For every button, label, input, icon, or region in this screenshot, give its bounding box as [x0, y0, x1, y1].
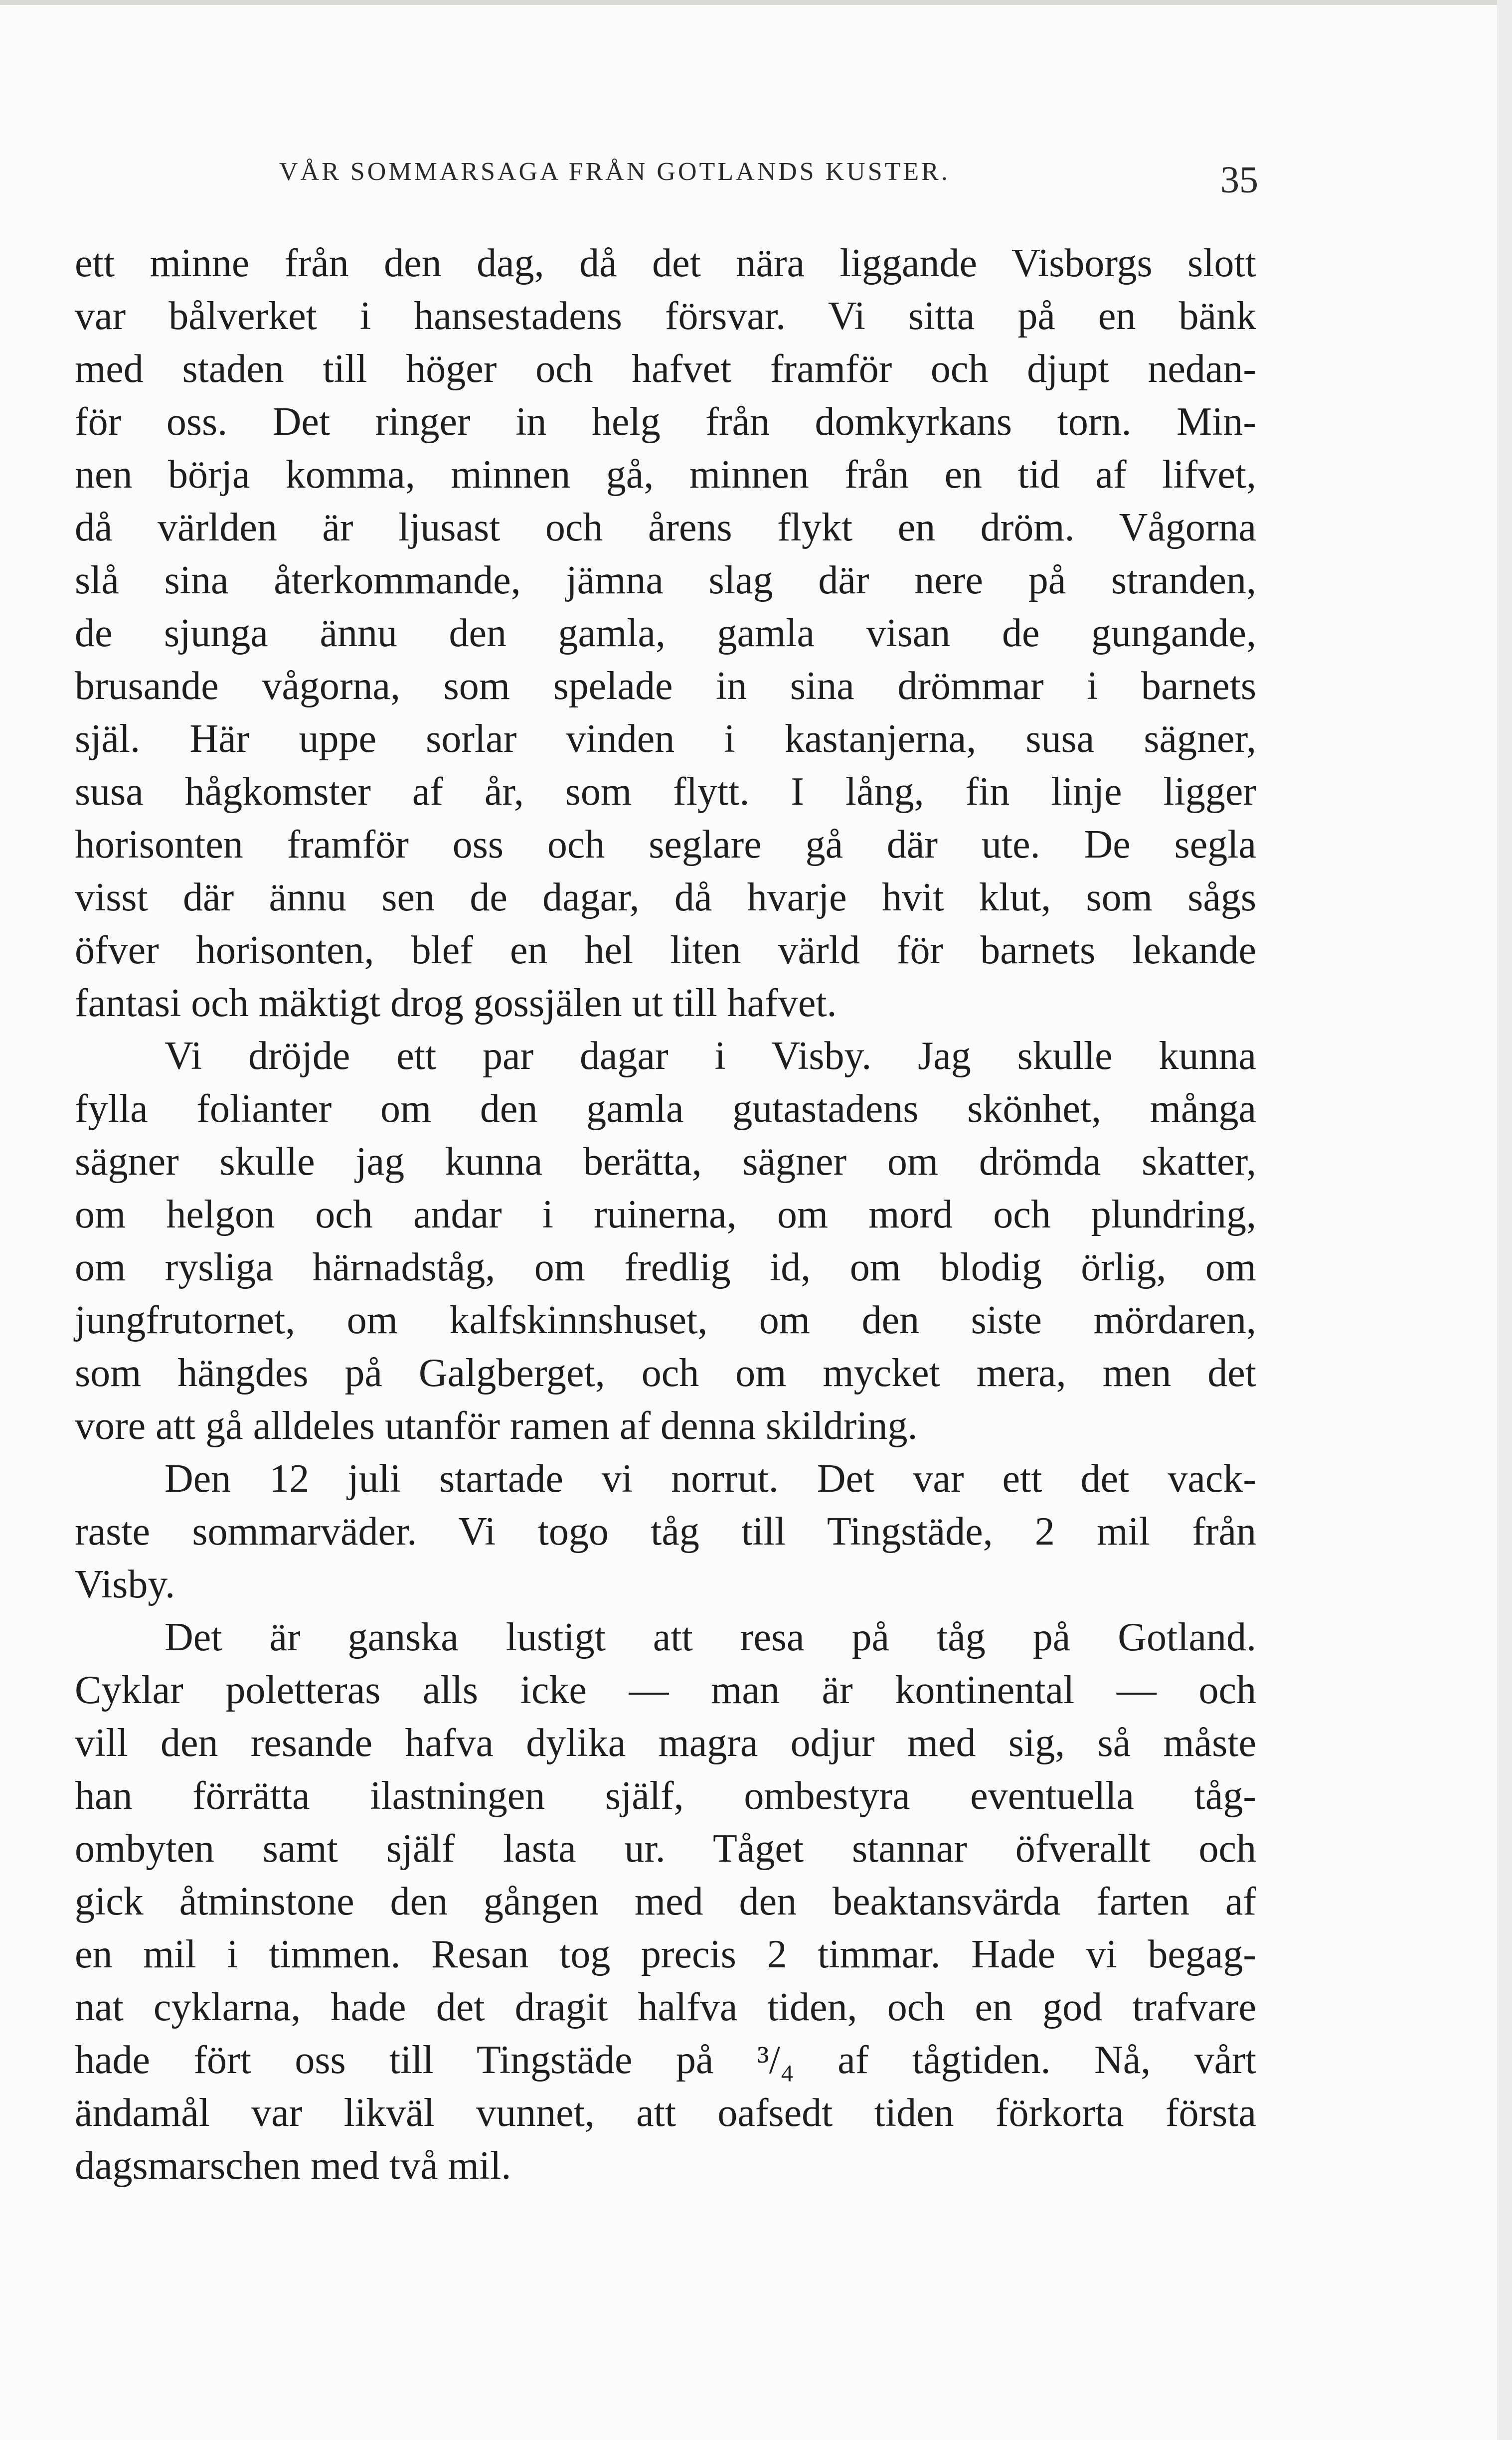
- text-line: dagsmarschen med två mil.: [75, 2144, 511, 2188]
- text-line: nen börja komma, minnen gå, minnen från en tid af lifvet,: [75, 453, 1256, 497]
- text-line: Det är ganska lustigt att resa på tåg på Gotland.: [165, 1615, 1256, 1659]
- text-line: Cyklar poletteras alls icke — man är kontinental — och: [75, 1668, 1256, 1712]
- text-line: horisonten framför oss och seglare gå där ute. De segla: [75, 823, 1256, 867]
- text-line: ett minne från den dag, då det nära liggande Visborgs slott: [75, 241, 1256, 285]
- text-line: gick åtminstone den gången med den beaktansvärda farten af: [75, 1880, 1256, 1923]
- text-line: jungfrutornet, om kalfskinnshuset, om den siste mördaren,: [75, 1298, 1256, 1342]
- text-line: susa hågkomster af år, som flytt. I lång, fin linje ligger: [75, 770, 1256, 814]
- text-line: sägner skulle jag kunna berätta, sägner om drömda skatter,: [75, 1140, 1256, 1184]
- text-line: Vi dröjde ett par dagar i Visby. Jag skulle kunna: [165, 1034, 1256, 1078]
- text-line: hade fört oss till Tingstäde på ³/₄ af tågtiden. Nå, vårt: [75, 2038, 1256, 2082]
- body-text: [75, 237, 1256, 2192]
- text-line: ombyten samt själf lasta ur. Tåget stannar öfverallt och: [75, 1827, 1256, 1871]
- text-line: en mil i timmen. Resan tog precis 2 timmar. Hade vi begag-: [75, 1932, 1256, 1976]
- text-line: som hängdes på Galgberget, och om mycket mera, men det: [75, 1351, 1256, 1395]
- text-line: om rysliga härnadståg, om fredlig id, om blodig örlig, om: [75, 1245, 1256, 1289]
- text-line: de sjunga ännu den gamla, gamla visan de gungande,: [75, 611, 1256, 655]
- text-line: fantasi och mäktigt drog gossjälen ut till hafvet.: [75, 981, 837, 1025]
- text-line: Visby.: [75, 1563, 175, 1606]
- text-line: slå sina återkommande, jämna slag där nere på stranden,: [75, 558, 1256, 602]
- text-line: om helgon och andar i ruinerna, om mord och plundring,: [75, 1193, 1256, 1236]
- text-line: för oss. Det ringer in helg från domkyrkans torn. Min-: [75, 400, 1256, 444]
- text-line: var bålverket i hansestadens försvar. Vi sitta på en bänk: [75, 294, 1256, 338]
- text-line: själ. Här uppe sorlar vinden i kastanjerna, susa sägner,: [75, 717, 1256, 761]
- text-line: öfver horisonten, blef en hel liten värld för barnets lekande: [75, 928, 1256, 972]
- text-line: raste sommarväder. Vi togo tåg till Tingstäde, 2 mil från: [75, 1510, 1256, 1554]
- text-line: visst där ännu sen de dagar, då hvarje hvit klut, som sågs: [75, 875, 1256, 919]
- running-head: VÅR SOMMARSAGA FRÅN GOTLANDS KUSTER.: [279, 158, 950, 186]
- page-right-edge: [1497, 0, 1512, 2440]
- text-line: vore att gå alldeles utanför ramen af denna skildring.: [75, 1404, 918, 1448]
- text-line: fylla folianter om den gamla gutastadens skönhet, många: [75, 1087, 1256, 1131]
- text-line: vill den resande hafva dylika magra odjur med sig, så måste: [75, 1721, 1256, 1765]
- text-line: ändamål var likväl vunnet, att oafsedt tiden förkorta första: [75, 2091, 1256, 2135]
- text-line: Den 12 juli startade vi norrut. Det var ett det vack-: [165, 1457, 1256, 1501]
- page-number: 35: [1220, 159, 1258, 201]
- page-top-edge: [0, 0, 1512, 5]
- text-line: då världen är ljusast och årens flykt en dröm. Vågorna: [75, 506, 1256, 549]
- text-line: han förrätta ilastningen själf, ombestyra eventuella tåg-: [75, 1774, 1256, 1818]
- text-line: med staden till höger och hafvet framför och djupt nedan-: [75, 347, 1256, 391]
- text-line: brusande vågorna, som spelade in sina drömmar i barnets: [75, 664, 1256, 708]
- text-line: nat cyklarna, hade det dragit halfva tiden, och en god trafvare: [75, 1985, 1256, 2029]
